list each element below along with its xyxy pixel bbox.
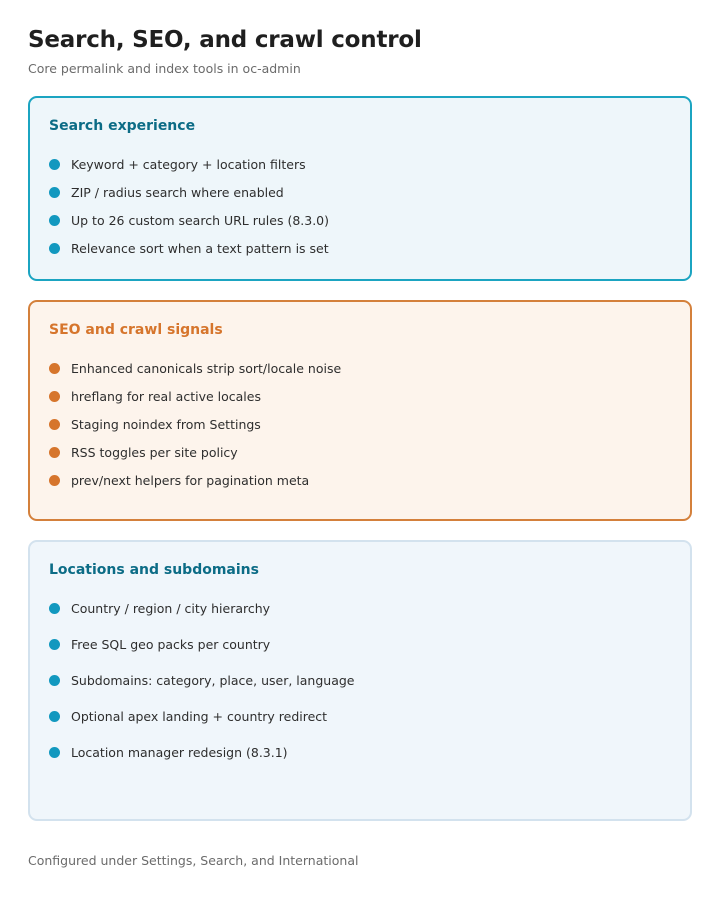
bullet-dot-icon [49, 475, 60, 486]
page-title: Search, SEO, and crawl control [28, 27, 422, 53]
search-experience-card [28, 96, 692, 281]
list-item [49, 206, 671, 234]
bullet-dot-icon [49, 215, 60, 226]
list-item-label: Free SQL geo packs per country [71, 636, 271, 652]
list-item-label: Country / region / city hierarchy [71, 600, 271, 616]
search-experience-title: Search experience [49, 118, 196, 134]
list-item-label: prev/next helpers for pagination meta [71, 472, 310, 488]
locations-subdomains-title: Locations and subdomains [49, 562, 259, 578]
list-item [49, 354, 671, 382]
list-item [49, 150, 671, 178]
list-item [49, 178, 671, 206]
footer-note: Configured under Settings, Search, and International [28, 853, 359, 868]
locations-subdomains-list [49, 590, 671, 770]
bullet-dot-icon [49, 639, 60, 650]
list-item [49, 438, 671, 466]
bullet-dot-icon [49, 419, 60, 430]
list-item-label: ZIP / radius search where enabled [71, 184, 284, 200]
bullet-dot-icon [49, 363, 60, 374]
list-item [49, 410, 671, 438]
list-item [49, 590, 671, 626]
bullet-dot-icon [49, 187, 60, 198]
search-experience-list [49, 150, 671, 262]
bullet-dot-icon [49, 711, 60, 722]
seo-crawl-title: SEO and crawl signals [49, 322, 223, 338]
list-item-label: Staging noindex from Settings [71, 416, 261, 432]
seo-crawl-list [49, 354, 671, 494]
list-item-label: Optional apex landing + country redirect [71, 708, 328, 724]
list-item-label: Keyword + category + location filters [71, 156, 306, 172]
list-item [49, 382, 671, 410]
list-item [49, 626, 671, 662]
list-item [49, 734, 671, 770]
bullet-dot-icon [49, 243, 60, 254]
seo-crawl-card [28, 300, 692, 521]
list-item-label: Location manager redesign (8.3.1) [71, 744, 288, 760]
bullet-dot-icon [49, 603, 60, 614]
bullet-dot-icon [49, 391, 60, 402]
list-item-label: Up to 26 custom search URL rules (8.3.0) [71, 212, 330, 228]
list-item-label: Subdomains: category, place, user, language [71, 672, 355, 688]
list-item [49, 698, 671, 734]
bullet-dot-icon [49, 447, 60, 458]
list-item-label: Enhanced canonicals strip sort/locale noise [71, 360, 342, 376]
bullet-dot-icon [49, 675, 60, 686]
page-subtitle: Core permalink and index tools in oc-admin [28, 61, 301, 76]
bullet-dot-icon [49, 159, 60, 170]
list-item-label: RSS toggles per site policy [71, 444, 238, 460]
locations-subdomains-card [28, 540, 692, 821]
list-item [49, 662, 671, 698]
list-item-label: Relevance sort when a text pattern is set [71, 240, 329, 256]
bullet-dot-icon [49, 747, 60, 758]
list-item [49, 466, 671, 494]
list-item-label: hreflang for real active locales [71, 388, 261, 404]
list-item [49, 234, 671, 262]
